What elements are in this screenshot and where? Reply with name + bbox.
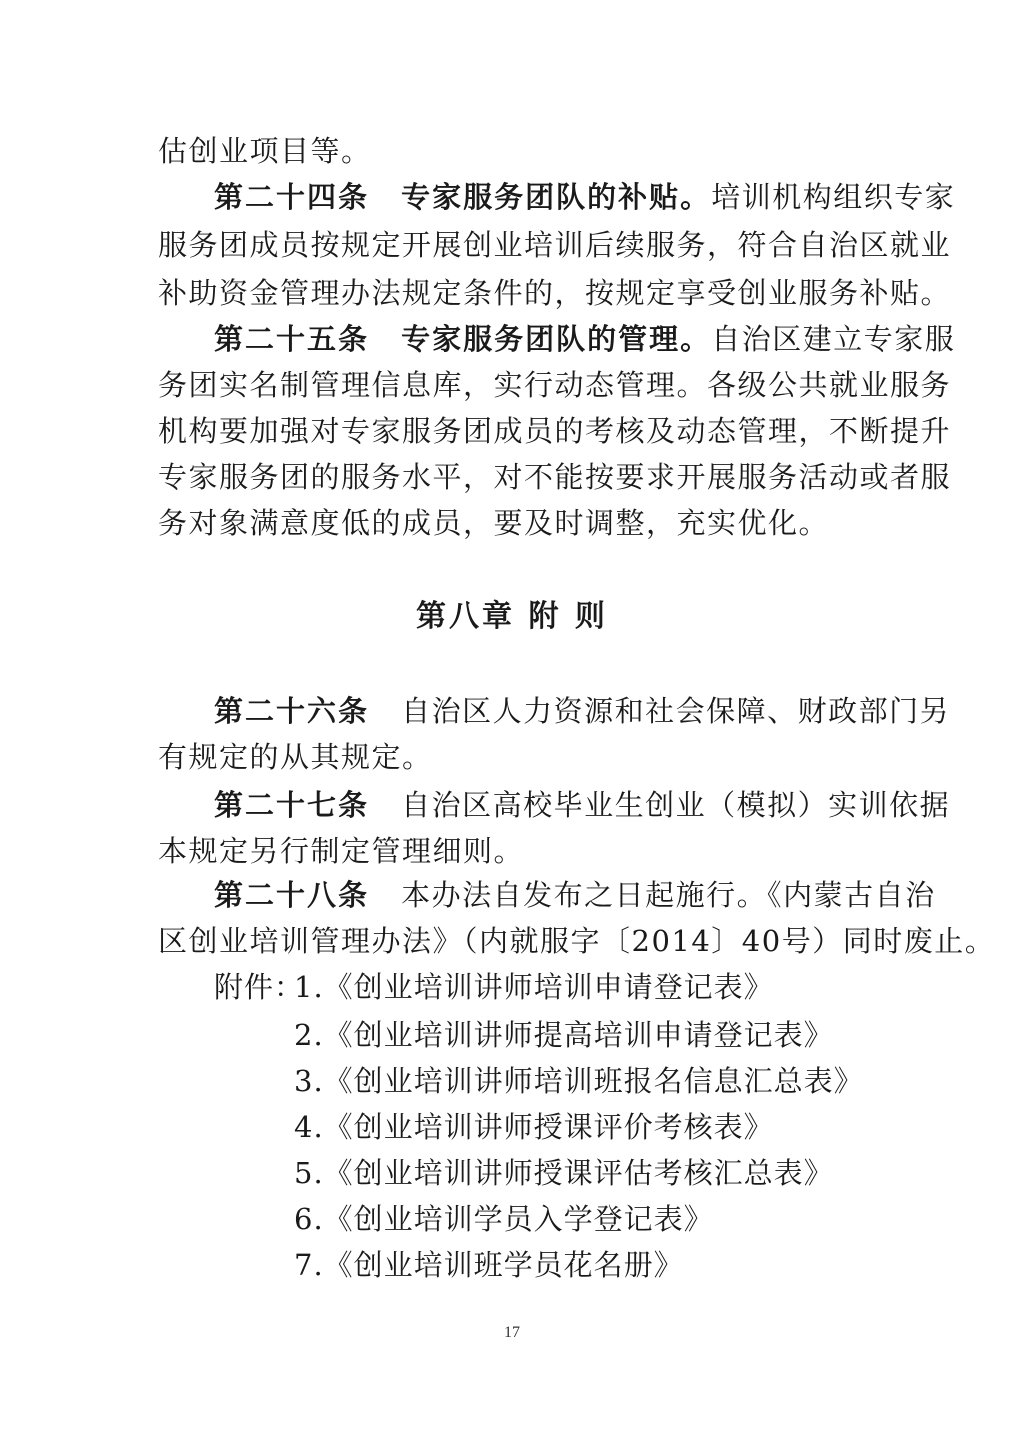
article-28-label: 第二十八条	[214, 878, 370, 912]
article-24-text: 培训机构组织专家	[711, 180, 956, 214]
article-26-text: 自治区人力资源和社会保障、财政部门另	[401, 694, 951, 728]
paragraph-line: 有规定的从其规定。	[158, 740, 433, 774]
article-24-title: 专家服务团队的补贴。	[401, 180, 712, 214]
article-27-label: 第二十七条	[214, 788, 370, 822]
paragraph-line: 专家服务团的服务水平，对不能按要求开展服务活动或者服	[158, 460, 952, 494]
attachment-item: 3.《创业培训讲师培训班报名信息汇总表》	[294, 1064, 864, 1098]
article-27-text: 自治区高校毕业生创业（模拟）实训依据	[401, 788, 951, 822]
paragraph-line: 补助资金管理办法规定条件的，按规定享受创业服务补贴。	[158, 276, 952, 310]
attachment-item: 4.《创业培训讲师授课评价考核表》	[294, 1110, 774, 1144]
article-25-label: 第二十五条	[214, 322, 370, 356]
article-24-first-line	[214, 174, 956, 220]
attachment-item: 7.《创业培训班学员花名册》	[294, 1248, 684, 1282]
article-27-first-line	[214, 782, 951, 828]
paragraph-line: 估创业项目等。	[158, 134, 372, 168]
article-28-text: 本办法自发布之日起施行。《内蒙古自治	[401, 878, 936, 912]
attachment-item: 6.《创业培训学员入学登记表》	[294, 1202, 714, 1236]
article-25-text: 自治区建立专家服	[711, 322, 956, 356]
paragraph-line: 服务团成员按规定开展创业培训后续服务，符合自治区就业	[158, 228, 952, 262]
paragraph-line: 本规定另行制定管理细则。	[158, 834, 525, 868]
paragraph-line: 务对象满意度低的成员，要及时调整，充实优化。	[158, 506, 830, 540]
attachment-item: 5.《创业培训讲师授课评估考核汇总表》	[294, 1156, 834, 1190]
page-number: 17	[504, 1324, 520, 1341]
article-25-title: 专家服务团队的管理。	[401, 322, 712, 356]
article-24-label: 第二十四条	[214, 180, 370, 214]
article-26-first-line	[214, 688, 951, 734]
paragraph-line: 务团实名制管理信息库，实行动态管理。各级公共就业服务	[158, 368, 952, 402]
paragraph-line: 区创业培训管理办法》（内就服字〔2014〕40号）同时废止。	[158, 924, 996, 958]
attachments-prefix: 附件：	[214, 970, 305, 1004]
article-26-label: 第二十六条	[214, 694, 370, 728]
chapter-heading: 第八章 附 则	[416, 599, 608, 634]
article-25-first-line	[214, 316, 956, 362]
attachment-item: 2.《创业培训讲师提高培训申请登记表》	[294, 1018, 834, 1052]
paragraph-line: 机构要加强对专家服务团成员的考核及动态管理，不断提升	[158, 414, 952, 448]
attachment-item: 1.《创业培训讲师培训申请登记表》	[294, 970, 774, 1004]
article-28-first-line	[214, 872, 936, 918]
